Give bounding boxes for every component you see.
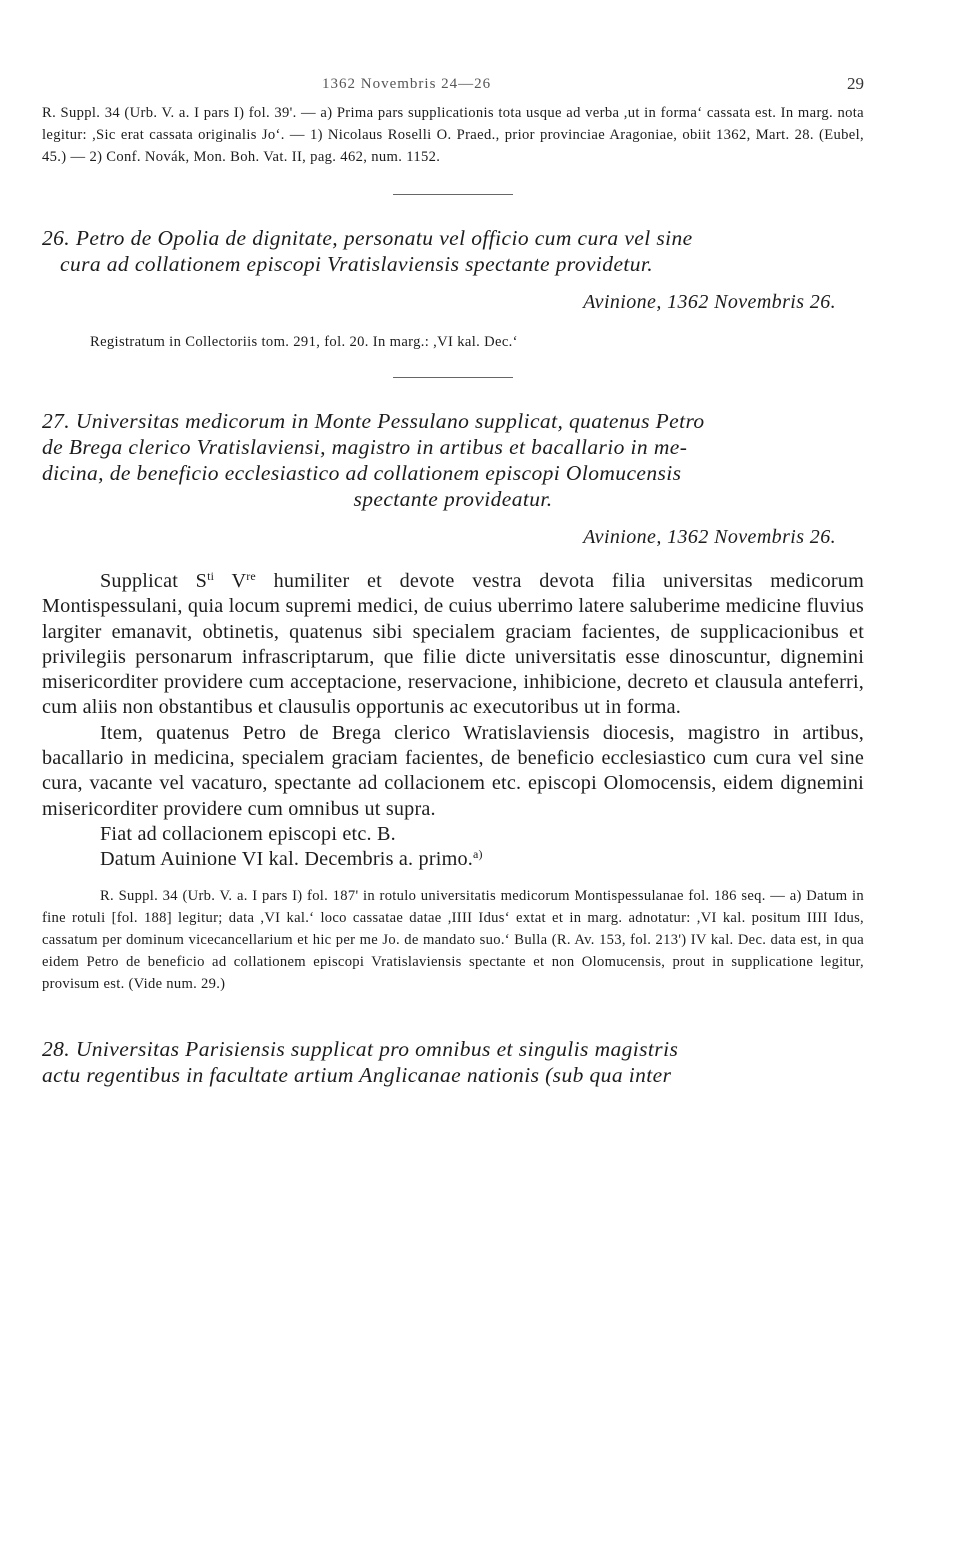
page-number: 29 xyxy=(847,74,864,93)
entry-27-title-line-4: spectante provideatur. xyxy=(353,487,553,511)
entry-27-title-line-3: dicina, de beneficio ecclesiastico ad collationem episcopi Olomucensis xyxy=(42,461,682,485)
entry-28-title-line-1: Universitas Parisiensis supplicat pro omnibus et singulis magistris xyxy=(75,1036,679,1061)
entry-27-title-line-1: Universitas medicorum in Monte Pessulano supplicat, quatenus Petro xyxy=(75,409,705,433)
entry-26-number: 26. xyxy=(42,226,71,250)
entry-27-footnote-text: R. Suppl. 34 (Urb. V. a. I pars I) fol. 187' in rotulo universitatis medicorum Montispessulanae fol. 186 seq. — a) Datum in fine rotuli [fol. 188] legitur; data ,VI kal.‘ loco cassatae datae ,IIII Idus‘ extat et in marg. adnotatur: ,VI kal. positum IIII Idus, cassatum per dominum vicecancellarium et hic per me Jo. de mandato suo.‘ Bulla (R. Av. 153, fol. 213') IV kal. Dec. data est, in qua eidem Petro de beneficio ad collationem episcopi Vratislaviensis spectante et non Olomucensis, prout in supplicatione legitur, provisum est. (Vide num. 29.) xyxy=(42,887,864,993)
entry-26-dateline: Avinione, 1362 Novembris 26. xyxy=(583,291,836,313)
document-page xyxy=(42,66,864,1088)
entry-27-footnote xyxy=(42,885,864,996)
body-paragraph-3: Fiat ad collacionem episcopi etc. B. xyxy=(100,822,396,845)
entry-27-dateline: Avinione, 1362 Novembris 26. xyxy=(583,526,836,548)
entry-26-register: Registratum in Collectoriis tom. 291, fol. 20. In marg.: ,VI kal. Dec.‘ xyxy=(90,334,518,350)
entry-27 xyxy=(42,408,864,996)
top-footnote-text: R. Suppl. 34 (Urb. V. a. I pars I) fol. 39'. — a) Prima pars supplicationis tota usque ad verba ,ut in forma‘ cassata est. In marg. nota legitur: ,Sic erat cassata originalis Jo‘. — 1) Nicolaus Roselli O. Praed., prior provinciae Aragoniae, obiit 1362, Mart. 28. (Eubel, 45.) — 2) Conf. Novák, Mon. Boh. Vat. II, pag. 462, num. 1152. xyxy=(42,105,864,165)
entry-26-title-line-2: cura ad collationem episcopi Vratislaviensis spectante providetur. xyxy=(60,252,654,276)
entry-28-title xyxy=(42,1036,864,1088)
entry-28-title-line-2: actu regentibus in facultate artium Anglicanae nationis (sub qua inter xyxy=(42,1062,672,1087)
entry-27-number: 27. xyxy=(42,409,71,433)
entry-26-title-line-1: Petro de Opolia de dignitate, personatu vel officio cum cura vel sine xyxy=(75,226,693,250)
entry-26 xyxy=(42,225,864,351)
entry-27-title xyxy=(42,408,864,512)
running-head xyxy=(42,66,864,96)
body-paragraph-2: Item, quatenus Petro de Brega clerico Wratislaviensis diocesis, magistro in artibus, bacallario in medicina, specialem graciam facientes, de beneficio ecclesiastico cum cura vel sine cura, vacante vel vacaturo, spectante ad collacionem etc. episcopi Olomocensis, eidem dignemini misericorditer providere cum omnibus ut supra. xyxy=(42,721,864,820)
entry-28-number: 28. xyxy=(42,1036,71,1061)
separator-rule xyxy=(393,194,513,195)
entry-26-title xyxy=(42,225,864,277)
entry-27-title-line-2: de Brega clerico Vratislaviensi, magistro in artibus et bacallario in me- xyxy=(42,435,688,459)
body-paragraph-4: Datum Auinione VI kal. Decembris a. primo.$^{a)}$ xyxy=(100,847,483,871)
entry-27-body xyxy=(42,569,864,873)
separator-rule xyxy=(393,377,513,378)
body-paragraph-1: Supplicat $S^{ti}$ Vre humiliter et devote vestra devota filia universitas medicorum Montispessulani, quia locum supremi medici, de cuius uberrimo latere saluberime medicine fluvius largiter emanavit, obtinetis, quatenus sibi specialem graciam facientes, de supplicacionibus et privilegiis personarum infrascriptarum, que filie dicte universitatis esse dinoscuntur, dignemini misericorditer providere cum acceptacione, reservacione, inhibicione, decreto et clausula anteferri, cum aliis non obstantibus et clausulis opportunis ac executoribus ut in forma. xyxy=(42,569,864,719)
running-head-title: 1362 Novembris 24—26 xyxy=(322,76,492,92)
top-footnote xyxy=(42,102,864,168)
entry-28 xyxy=(42,1036,864,1088)
